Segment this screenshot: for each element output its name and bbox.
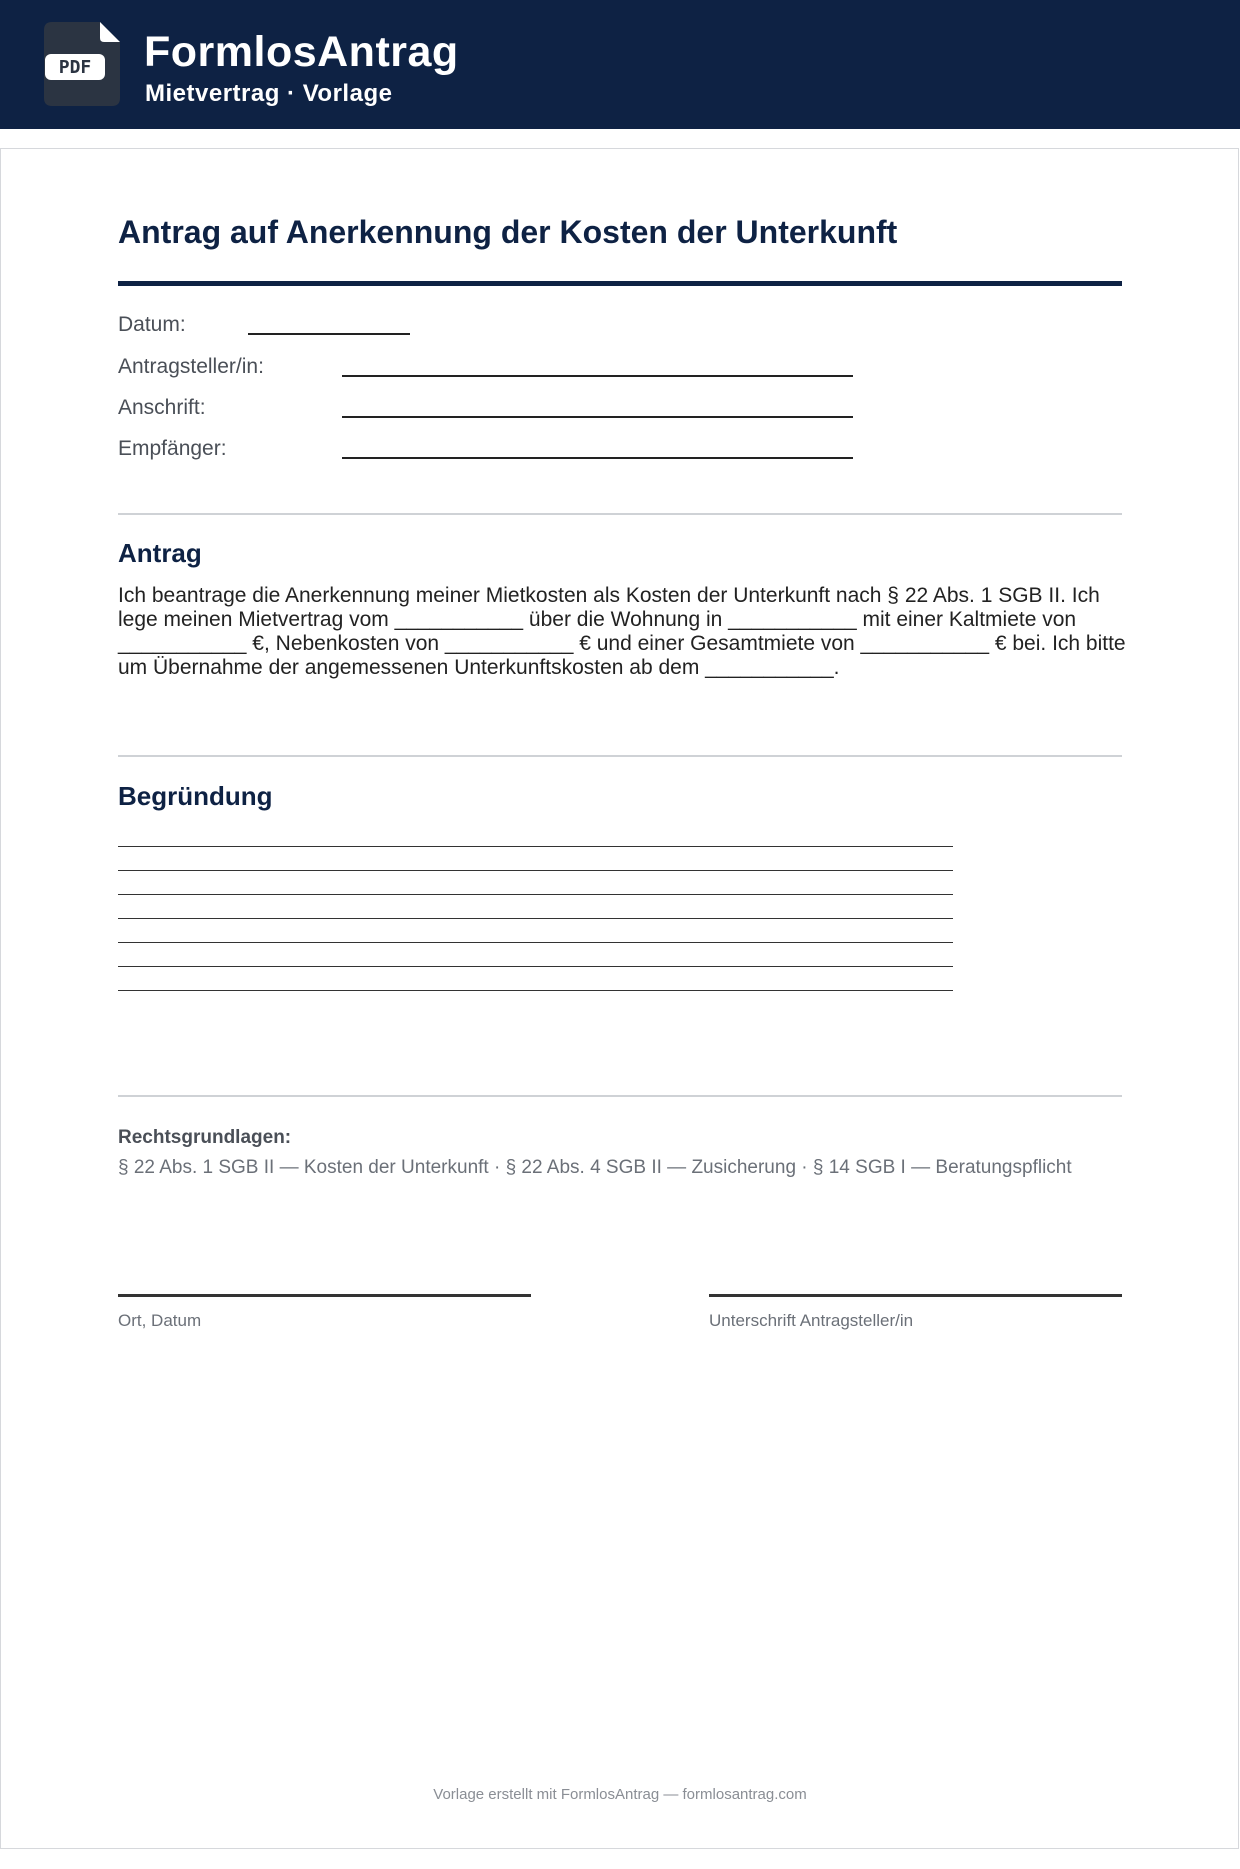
section-heading-antrag: Antrag: [118, 538, 202, 568]
signature-label-ort-datum: Ort, Datum: [118, 1311, 202, 1330]
signature-line-unterschrift[interactable]: [709, 1294, 1122, 1297]
begruendung-line[interactable]: [118, 894, 953, 895]
app-subtitle: Mietvertrag · Vorlage: [145, 80, 393, 107]
field-line-datum[interactable]: [248, 333, 410, 335]
field-label-antragsteller: Antragsteller/in:: [118, 355, 264, 378]
begruendung-line[interactable]: [118, 942, 953, 943]
title-divider: [118, 281, 1122, 286]
section-divider: [118, 755, 1122, 757]
field-label-empfaenger: Empfänger:: [118, 437, 227, 460]
section-divider: [118, 1095, 1122, 1097]
pdf-file-icon: [44, 22, 120, 106]
begruendung-line[interactable]: [118, 918, 953, 919]
section-divider: [118, 513, 1122, 515]
app-title: FormlosAntrag: [144, 28, 459, 76]
signature-label-unterschrift: Unterschrift Antragsteller/in: [709, 1311, 914, 1330]
begruendung-line[interactable]: [118, 846, 953, 847]
legal-heading: Rechtsgrundlagen:: [118, 1127, 292, 1148]
antrag-text: Ich beantrage die Anerkennung meiner Mietkosten als Kosten der Unterkunft nach § 22 Abs. 1 SGB II. Ich lege meinen Mietvertrag vom ___________ über die Wohnung in ___________ mit einer Kaltmiete von ___________ €, Nebenkosten von ___________ € und einer Gesamtmiete von ___________ € bei. Ich bitte um Übernahme der angemessenen Unterkunftskosten ab dem ___________.: [118, 584, 1126, 679]
pdf-icon-label: PDF: [58, 57, 92, 78]
field-line-anschrift[interactable]: [342, 416, 853, 418]
begruendung-line[interactable]: [118, 990, 953, 991]
signature-line-ort-datum[interactable]: [118, 1294, 531, 1297]
app-header: [0, 0, 1240, 129]
begruendung-line[interactable]: [118, 870, 953, 871]
field-line-antragsteller[interactable]: [342, 375, 853, 377]
footer-text: Vorlage erstellt mit FormlosAntrag — formlosantrag.com: [433, 1786, 807, 1803]
begruendung-line[interactable]: [118, 966, 953, 967]
legal-text: § 22 Abs. 1 SGB II — Kosten der Unterkunft · § 22 Abs. 4 SGB II — Zusicherung · § 14 SGB I — Beratungspflicht: [118, 1157, 1072, 1178]
field-label-datum: Datum:: [118, 313, 186, 336]
field-line-empfaenger[interactable]: [342, 457, 853, 459]
section-heading-begruendung: Begründung: [118, 781, 273, 811]
field-label-anschrift: Anschrift:: [118, 396, 206, 419]
document-title: Antrag auf Anerkennung der Kosten der Unterkunft: [118, 214, 898, 250]
